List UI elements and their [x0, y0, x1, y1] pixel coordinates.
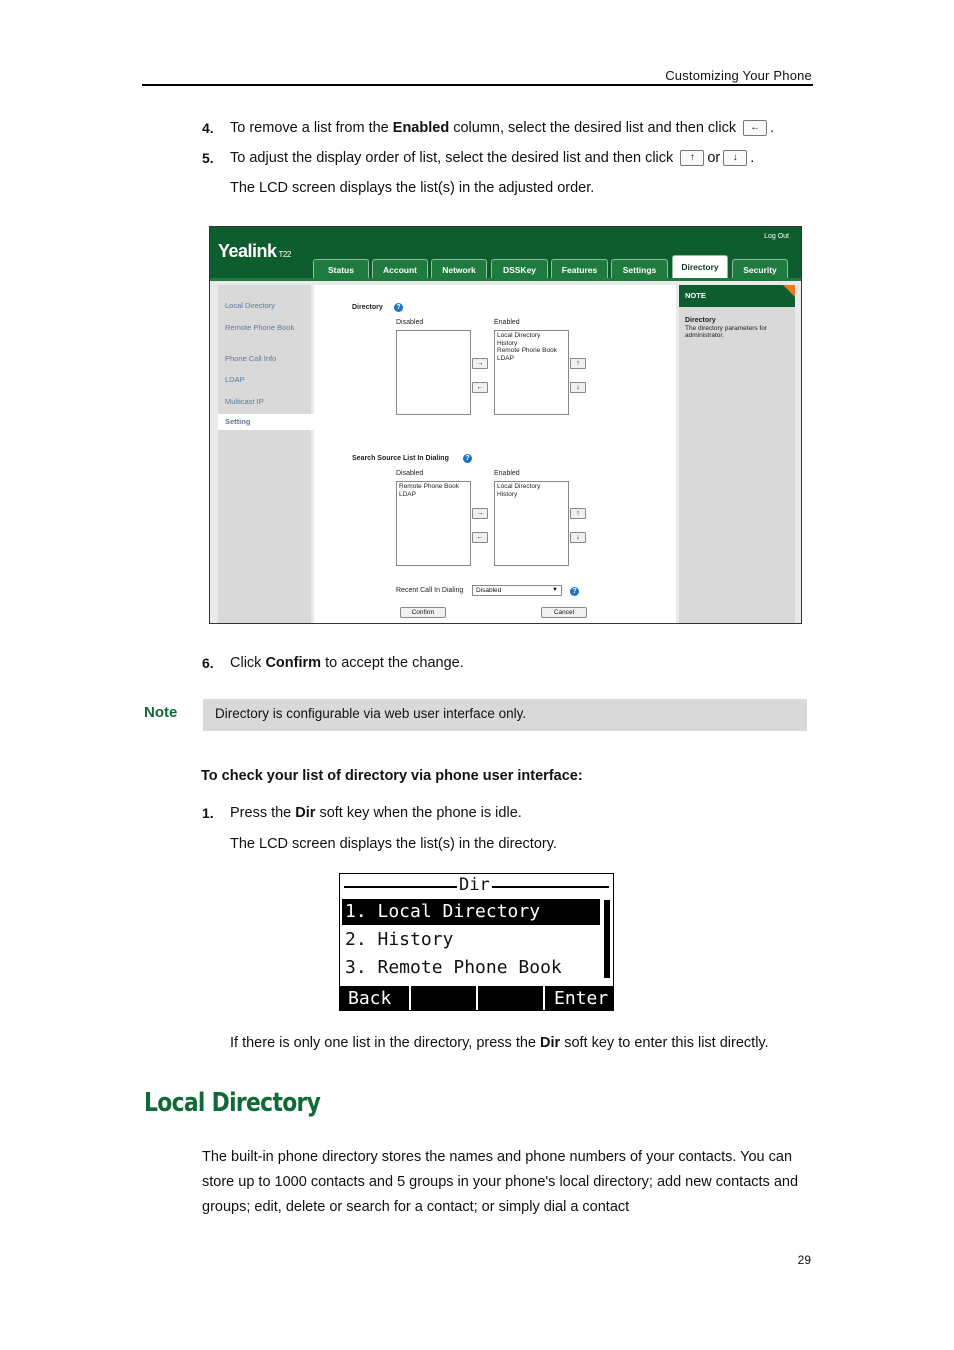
step-5-text — [230, 148, 754, 168]
note-heading: Directory — [685, 317, 716, 324]
dropdown-arrow-icon: ▼ — [552, 587, 558, 593]
sidebar-item-local-directory[interactable]: Local Directory — [225, 301, 276, 310]
or-text: or — [707, 150, 721, 166]
lcd-title: Dir — [459, 875, 490, 895]
list-item[interactable]: LDAP — [497, 354, 514, 362]
tab-account[interactable]: Account — [372, 259, 428, 279]
step-1-text — [230, 803, 522, 823]
list-item[interactable]: History — [497, 339, 518, 347]
tab-directory[interactable]: Directory — [672, 255, 728, 279]
period: . — [750, 150, 755, 166]
step-text-part: To remove a list from the — [230, 120, 393, 136]
search-source-title: Search Source List In Dialing — [352, 455, 449, 462]
sidebar-item-ldap[interactable]: LDAP — [225, 375, 245, 384]
move-up-button[interactable]: ↑ — [570, 358, 586, 369]
dir-term: Dir — [540, 1035, 561, 1051]
note-body: The directory parameters for administrator. — [685, 325, 768, 339]
sidebar — [218, 285, 311, 623]
list-item[interactable]: Local Directory — [497, 483, 541, 490]
directory-enabled-list[interactable] — [494, 330, 569, 415]
help-icon[interactable]: ? — [570, 587, 579, 596]
note-label: Note — [144, 704, 178, 721]
section-title: Local Directory — [144, 1088, 321, 1118]
step-text-part: to accept the change. — [321, 655, 464, 671]
web-ui-screenshot — [209, 226, 802, 624]
step-text-part: soft key when the phone is idle. — [315, 805, 522, 821]
tab-settings[interactable]: Settings — [611, 259, 668, 279]
lcd-scroll-thumb — [605, 901, 609, 977]
enabled-label: Enabled — [494, 319, 520, 326]
lcd-screen — [339, 873, 614, 1011]
help-icon[interactable]: ? — [463, 454, 472, 463]
header-rule — [142, 84, 813, 86]
lcd-list-item[interactable]: 2. History — [345, 929, 454, 950]
search-enabled-list[interactable] — [494, 481, 569, 566]
lcd-list-item[interactable]: 1. Local Directory — [342, 899, 600, 925]
step-number: 6. — [202, 655, 214, 671]
sidebar-item-multicast-ip[interactable]: Multicast IP — [225, 397, 264, 406]
tab-dsskey[interactable]: DSSKey — [491, 259, 548, 279]
lcd-list-item[interactable]: 3. Remote Phone Book — [345, 957, 562, 978]
logo-text: Yealink — [218, 241, 277, 261]
procedure-heading: To check your list of directory via phone user interface: — [201, 768, 583, 784]
step-text-part: column, select the desired list and then click — [449, 120, 737, 136]
single-list-note — [230, 1033, 769, 1053]
note-corner-icon — [783, 285, 795, 297]
yealink-logo — [218, 241, 291, 262]
move-right-button[interactable]: → — [472, 508, 488, 519]
running-header: Customizing Your Phone — [665, 68, 812, 83]
step-6-text — [230, 653, 464, 673]
move-down-button[interactable]: ↓ — [570, 532, 586, 543]
disabled-label: Disabled — [396, 470, 424, 477]
tab-network[interactable]: Network — [431, 259, 487, 279]
page-number: 29 — [797, 1253, 811, 1267]
step-text-part: Press the — [230, 805, 296, 821]
list-item[interactable]: Remote Phone Book — [399, 483, 459, 490]
enabled-term: Enabled — [392, 120, 450, 136]
softkey-back[interactable]: Back — [340, 986, 409, 1011]
move-left-button[interactable]: ← — [472, 532, 488, 543]
section-paragraph: The built-in phone directory stores the names and phone numbers of your contacts. You can store up to 1000 contacts and 5 groups in your phone's local directory; add new contacts and groups; edit, delete or search for a contact; or simply dial a contact — [202, 1149, 799, 1215]
down-arrow-key-icon: ↓ — [723, 150, 747, 166]
up-arrow-key-icon: ↑ — [680, 150, 704, 166]
recent-call-label: Recent Call In Dialing — [396, 587, 464, 594]
step-4-text — [230, 118, 774, 138]
step-text-part: soft key to enter this list directly. — [560, 1035, 769, 1051]
help-icon[interactable]: ? — [394, 303, 403, 312]
select-value: Disabled — [476, 587, 502, 594]
move-up-button[interactable]: ↑ — [570, 508, 586, 519]
step-text-part: To adjust the display order of list, select the desired list and then click — [230, 150, 674, 166]
recent-call-select[interactable] — [472, 585, 562, 596]
list-item[interactable]: Remote Phone Book — [497, 347, 557, 354]
softkey-3[interactable] — [478, 986, 543, 1011]
list-item[interactable]: History — [497, 490, 518, 498]
cancel-button[interactable]: Cancel — [541, 607, 587, 618]
enabled-label: Enabled — [494, 470, 520, 477]
move-right-button[interactable]: → — [472, 358, 488, 369]
step-text-part: If there is only one list in the directory, press the — [230, 1035, 541, 1051]
tab-status[interactable]: Status — [313, 259, 369, 279]
step-text-part: Click — [230, 655, 266, 671]
tab-security[interactable]: Security — [732, 259, 788, 279]
step-number: 1. — [202, 805, 214, 821]
step-1-result: The LCD screen displays the list(s) in the directory. — [230, 836, 557, 852]
directory-section-title: Directory — [352, 304, 383, 311]
sidebar-item-remote-phone-book[interactable]: Remote Phone Book — [225, 323, 295, 332]
step-number: 4. — [202, 120, 214, 136]
tab-features[interactable]: Features — [551, 259, 608, 279]
sidebar-item-phone-call-info[interactable]: Phone Call Info — [225, 354, 277, 363]
sidebar-item-setting[interactable]: Setting — [218, 414, 314, 430]
confirm-button[interactable]: Confirm — [400, 607, 446, 618]
model-label: T22 — [278, 250, 291, 259]
period: . — [770, 120, 775, 136]
directory-disabled-list[interactable] — [396, 330, 471, 415]
disabled-label: Disabled — [396, 319, 424, 326]
step-5-result: The LCD screen displays the list(s) in the adjusted order. — [230, 180, 595, 196]
move-left-button[interactable]: ← — [472, 382, 488, 393]
dir-term: Dir — [295, 805, 316, 821]
left-arrow-key-icon: ← — [743, 120, 767, 136]
softkey-2[interactable] — [411, 986, 476, 1011]
move-down-button[interactable]: ↓ — [570, 382, 586, 393]
note-text: Directory is configurable via web user interface only. — [215, 706, 527, 721]
softkey-enter[interactable]: Enter — [545, 986, 613, 1011]
step-number: 5. — [202, 150, 214, 166]
search-disabled-list[interactable] — [396, 481, 471, 566]
confirm-term: Confirm — [265, 655, 322, 671]
list-item[interactable]: LDAP — [399, 490, 416, 498]
logout-link[interactable]: Log Out — [764, 233, 789, 240]
note-panel-title: NOTE — [679, 285, 795, 307]
list-item[interactable]: Local Directory — [497, 332, 541, 339]
tab-underline — [210, 278, 801, 281]
